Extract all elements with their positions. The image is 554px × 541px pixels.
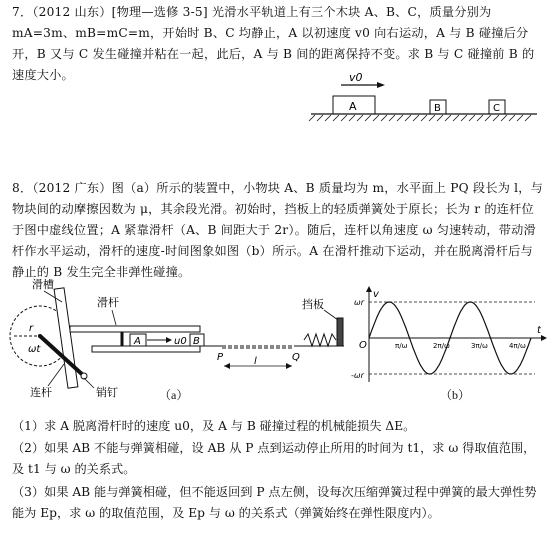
problem-8-figure-b <box>351 288 547 388</box>
rod-label: 滑杆 <box>97 296 119 309</box>
question-1: （1）求 A 脱离滑杆时的速度 u0，及 A 与 B 碰撞过程的机械能损失 ΔE。 <box>12 419 416 433</box>
fig-b-origin: O <box>359 340 367 351</box>
fig-b-tick-1: π/ω <box>395 342 408 350</box>
v0-label: v0 <box>349 71 363 84</box>
problem-7-text: 7．（2012 山东）[物理—选修 3-5] 光滑水平轨道上有三个木块 A、B、C，质量分别为 mA=3m、mB=mC=m，开始时 B、C 均静止，A 以初速度 v0 向右运动，A 与 B 碰撞后分开，B 又与 C 发生碰撞并粘在一起，此后，A 与 B 间的距离保持不变。求 B 与 C 碰撞前 B 的速度大小。 <box>12 5 535 82</box>
block-a-label: A <box>349 100 357 113</box>
fig-b-x-axis: t <box>537 325 541 336</box>
question-2: （2）如果 AB 不能与弹簧相碰，设 AB 从 P 点到运动停止所用的时间为 t1，求 ω 得取值范围，及 t1 与 ω 的关系式。 <box>12 441 536 476</box>
fig-b-y-axis: v <box>373 289 379 300</box>
fig-b-tick-4: 4π/ω <box>509 342 526 350</box>
figure-b-caption: （b） <box>440 388 471 402</box>
q-label: Q <box>292 352 300 363</box>
fig-a-block-a-label: A <box>134 336 141 347</box>
block-c-label: C <box>493 103 500 114</box>
question-3: （3）如果 AB 能与弹簧相碰，但不能返回到 P 点左侧，设每次压缩弹簧过程中弹簧的最大弹性势能为 Ep，求 ω 的取值范围，及 Ep 与 ω 的关系式（弹簧始终在弹性限度内）。 <box>12 485 537 520</box>
fig-b-tick-2: 2π/ω <box>433 342 450 350</box>
fig-a-block-b-label: B <box>193 336 200 347</box>
r-label: r <box>29 323 34 334</box>
problem-8-text: 8．（2012 广东）图（a）所示的装置中，小物块 A、B 质量均为 m，水平面上 PQ 段长为 l，与物块间的动摩擦因数为 μ，其余段光滑。初始时，挡板上的轻质弹簧处于原长；长为 r 的连杆位于图中虚线位置；A 紧靠滑杆（A、B 间距大于 2r）。随后，连杆以角速度 ω 匀速转动，带动滑杆作水平运动，滑杆的速度-时间图象如图（b）所示。A 在滑杆推动下运动，并在脱离滑杆后与静止的 B 发生完全非弹性碰撞。 <box>12 181 544 279</box>
fig-b-y-neg: -ωr <box>351 371 364 380</box>
block-b-label: B <box>434 103 441 114</box>
slot-label: 滑槽 <box>32 278 54 291</box>
fig-b-y-pos: ωr <box>354 298 364 307</box>
omega-t-label: ωt <box>28 344 41 355</box>
u0-label: u0 <box>174 336 187 347</box>
crank-label: 连杆 <box>30 386 52 399</box>
baffle-label: 挡板 <box>302 298 324 311</box>
problem-7-figure <box>305 68 545 130</box>
p-label: P <box>217 352 224 363</box>
pin-label: 销钉 <box>96 386 118 399</box>
figure-a-caption: （a） <box>159 388 189 402</box>
fig-b-tick-3: 3π/ω <box>471 342 488 350</box>
l-label: l <box>254 356 257 367</box>
